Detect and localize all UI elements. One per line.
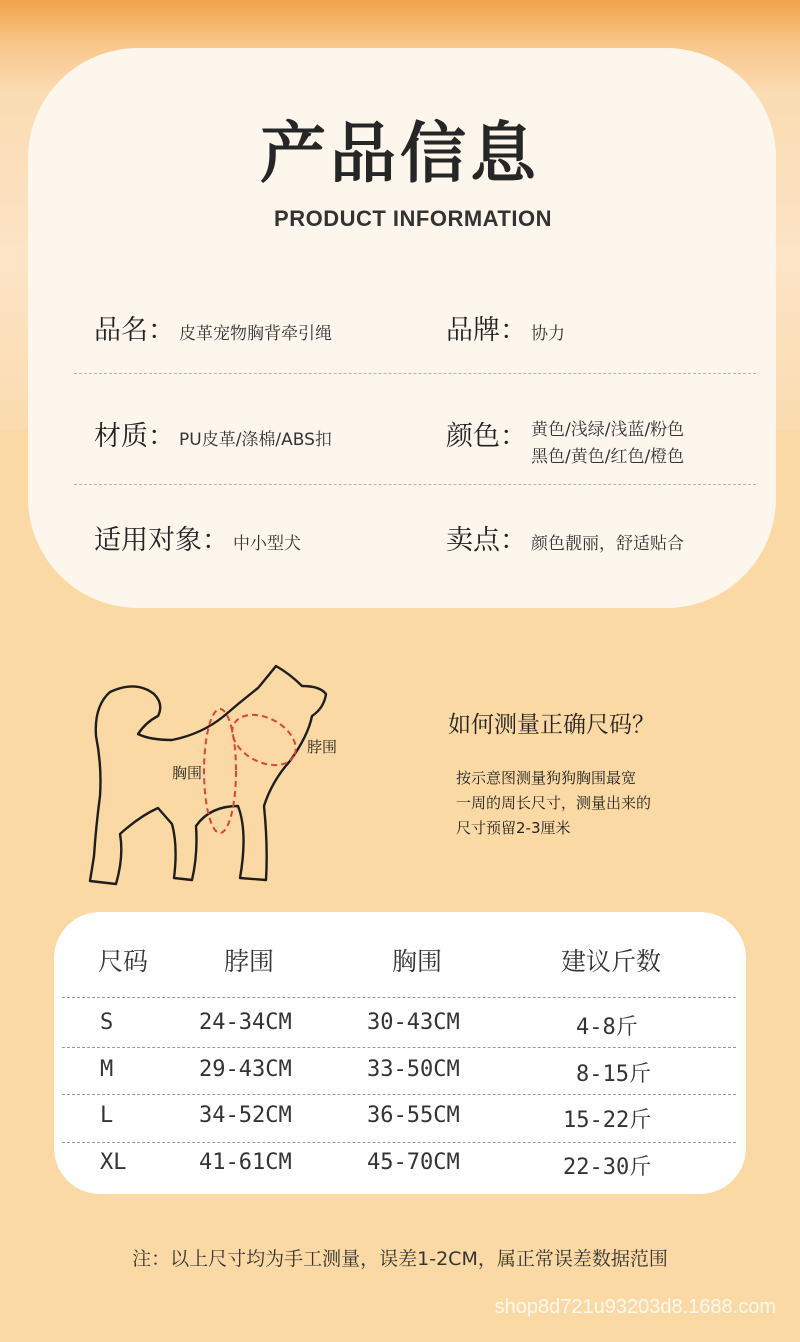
shop-watermark: shop8d721u93203d8.1688.com	[494, 1296, 776, 1318]
target-value: 中小型犬	[233, 534, 301, 554]
table-cell-size: XL	[100, 1150, 127, 1175]
field-brand	[446, 308, 565, 348]
product-name-label: 品名：	[94, 315, 175, 346]
page-subtitle: PRODUCT INFORMATION	[274, 206, 552, 231]
dog-outline	[90, 666, 326, 884]
table-divider	[62, 1142, 736, 1143]
dog-measurement-illustration	[80, 656, 340, 896]
table-cell-weight: 4-8斤	[576, 1015, 638, 1040]
table-cell-neck: 24-34CM	[199, 1010, 292, 1035]
neck-label: 脖围	[307, 738, 338, 756]
table-header-chest: 胸围	[392, 947, 443, 976]
table-cell-weight: 15-22斤	[563, 1108, 652, 1133]
target-label: 适用对象：	[94, 525, 229, 556]
table-cell-chest: 45-70CM	[367, 1150, 460, 1175]
measure-desc-line: 一周的周长尺寸，测量出来的	[456, 794, 652, 812]
table-header-neck: 脖围	[224, 947, 275, 976]
measure-desc-line: 按示意图测量狗狗胸围最宽	[456, 769, 637, 787]
color-value-line2: 黑色/黄色/红色/橙色	[531, 447, 685, 467]
color-value	[531, 417, 684, 471]
brand-value: 协力	[531, 324, 565, 344]
field-material	[94, 414, 332, 454]
table-cell-chest: 33-50CM	[367, 1057, 460, 1082]
brand-label: 品牌：	[446, 315, 527, 346]
table-cell-weight: 8-15斤	[576, 1062, 651, 1087]
color-value-line1: 黄色/浅绿/浅蓝/粉色	[531, 420, 685, 440]
table-header-weight: 建议斤数	[561, 947, 662, 976]
color-label: 颜色：	[446, 421, 527, 452]
field-color	[446, 414, 684, 471]
table-cell-neck: 29-43CM	[199, 1057, 292, 1082]
table-cell-size: S	[100, 1010, 114, 1035]
table-cell-neck: 41-61CM	[199, 1150, 292, 1175]
table-divider	[62, 1047, 736, 1048]
field-target	[94, 518, 301, 558]
selling-point-value: 颜色靓丽，舒适贴合	[531, 534, 684, 554]
table-cell-weight: 22-30斤	[563, 1155, 652, 1180]
field-product-name	[94, 308, 332, 348]
info-divider	[74, 484, 756, 485]
table-cell-neck: 34-52CM	[199, 1103, 292, 1128]
measure-description	[456, 766, 706, 841]
material-label: 材质：	[94, 421, 175, 452]
selling-point-label: 卖点：	[446, 525, 527, 556]
page-title: 产品信息	[260, 115, 540, 192]
measure-desc-line: 尺寸预留2-3厘米	[456, 819, 571, 837]
field-selling-point	[446, 518, 684, 558]
table-cell-chest: 30-43CM	[367, 1010, 460, 1035]
measurement-note: 注：以上尺寸均为手工测量，误差1-2CM，属正常误差数据范围	[132, 1248, 668, 1270]
material-value: PU皮革/涤棉/ABS扣	[179, 430, 332, 450]
table-header-size: 尺码	[98, 947, 149, 976]
measure-title: 如何测量正确尺码？	[448, 712, 655, 738]
info-divider	[74, 373, 756, 374]
table-cell-size: M	[100, 1057, 114, 1082]
table-divider	[62, 1094, 736, 1095]
chest-label: 胸围	[172, 764, 203, 782]
table-divider	[62, 997, 736, 998]
table-cell-chest: 36-55CM	[367, 1103, 460, 1128]
table-cell-size: L	[100, 1103, 114, 1128]
product-name-value: 皮革宠物胸背牵引绳	[179, 324, 332, 344]
